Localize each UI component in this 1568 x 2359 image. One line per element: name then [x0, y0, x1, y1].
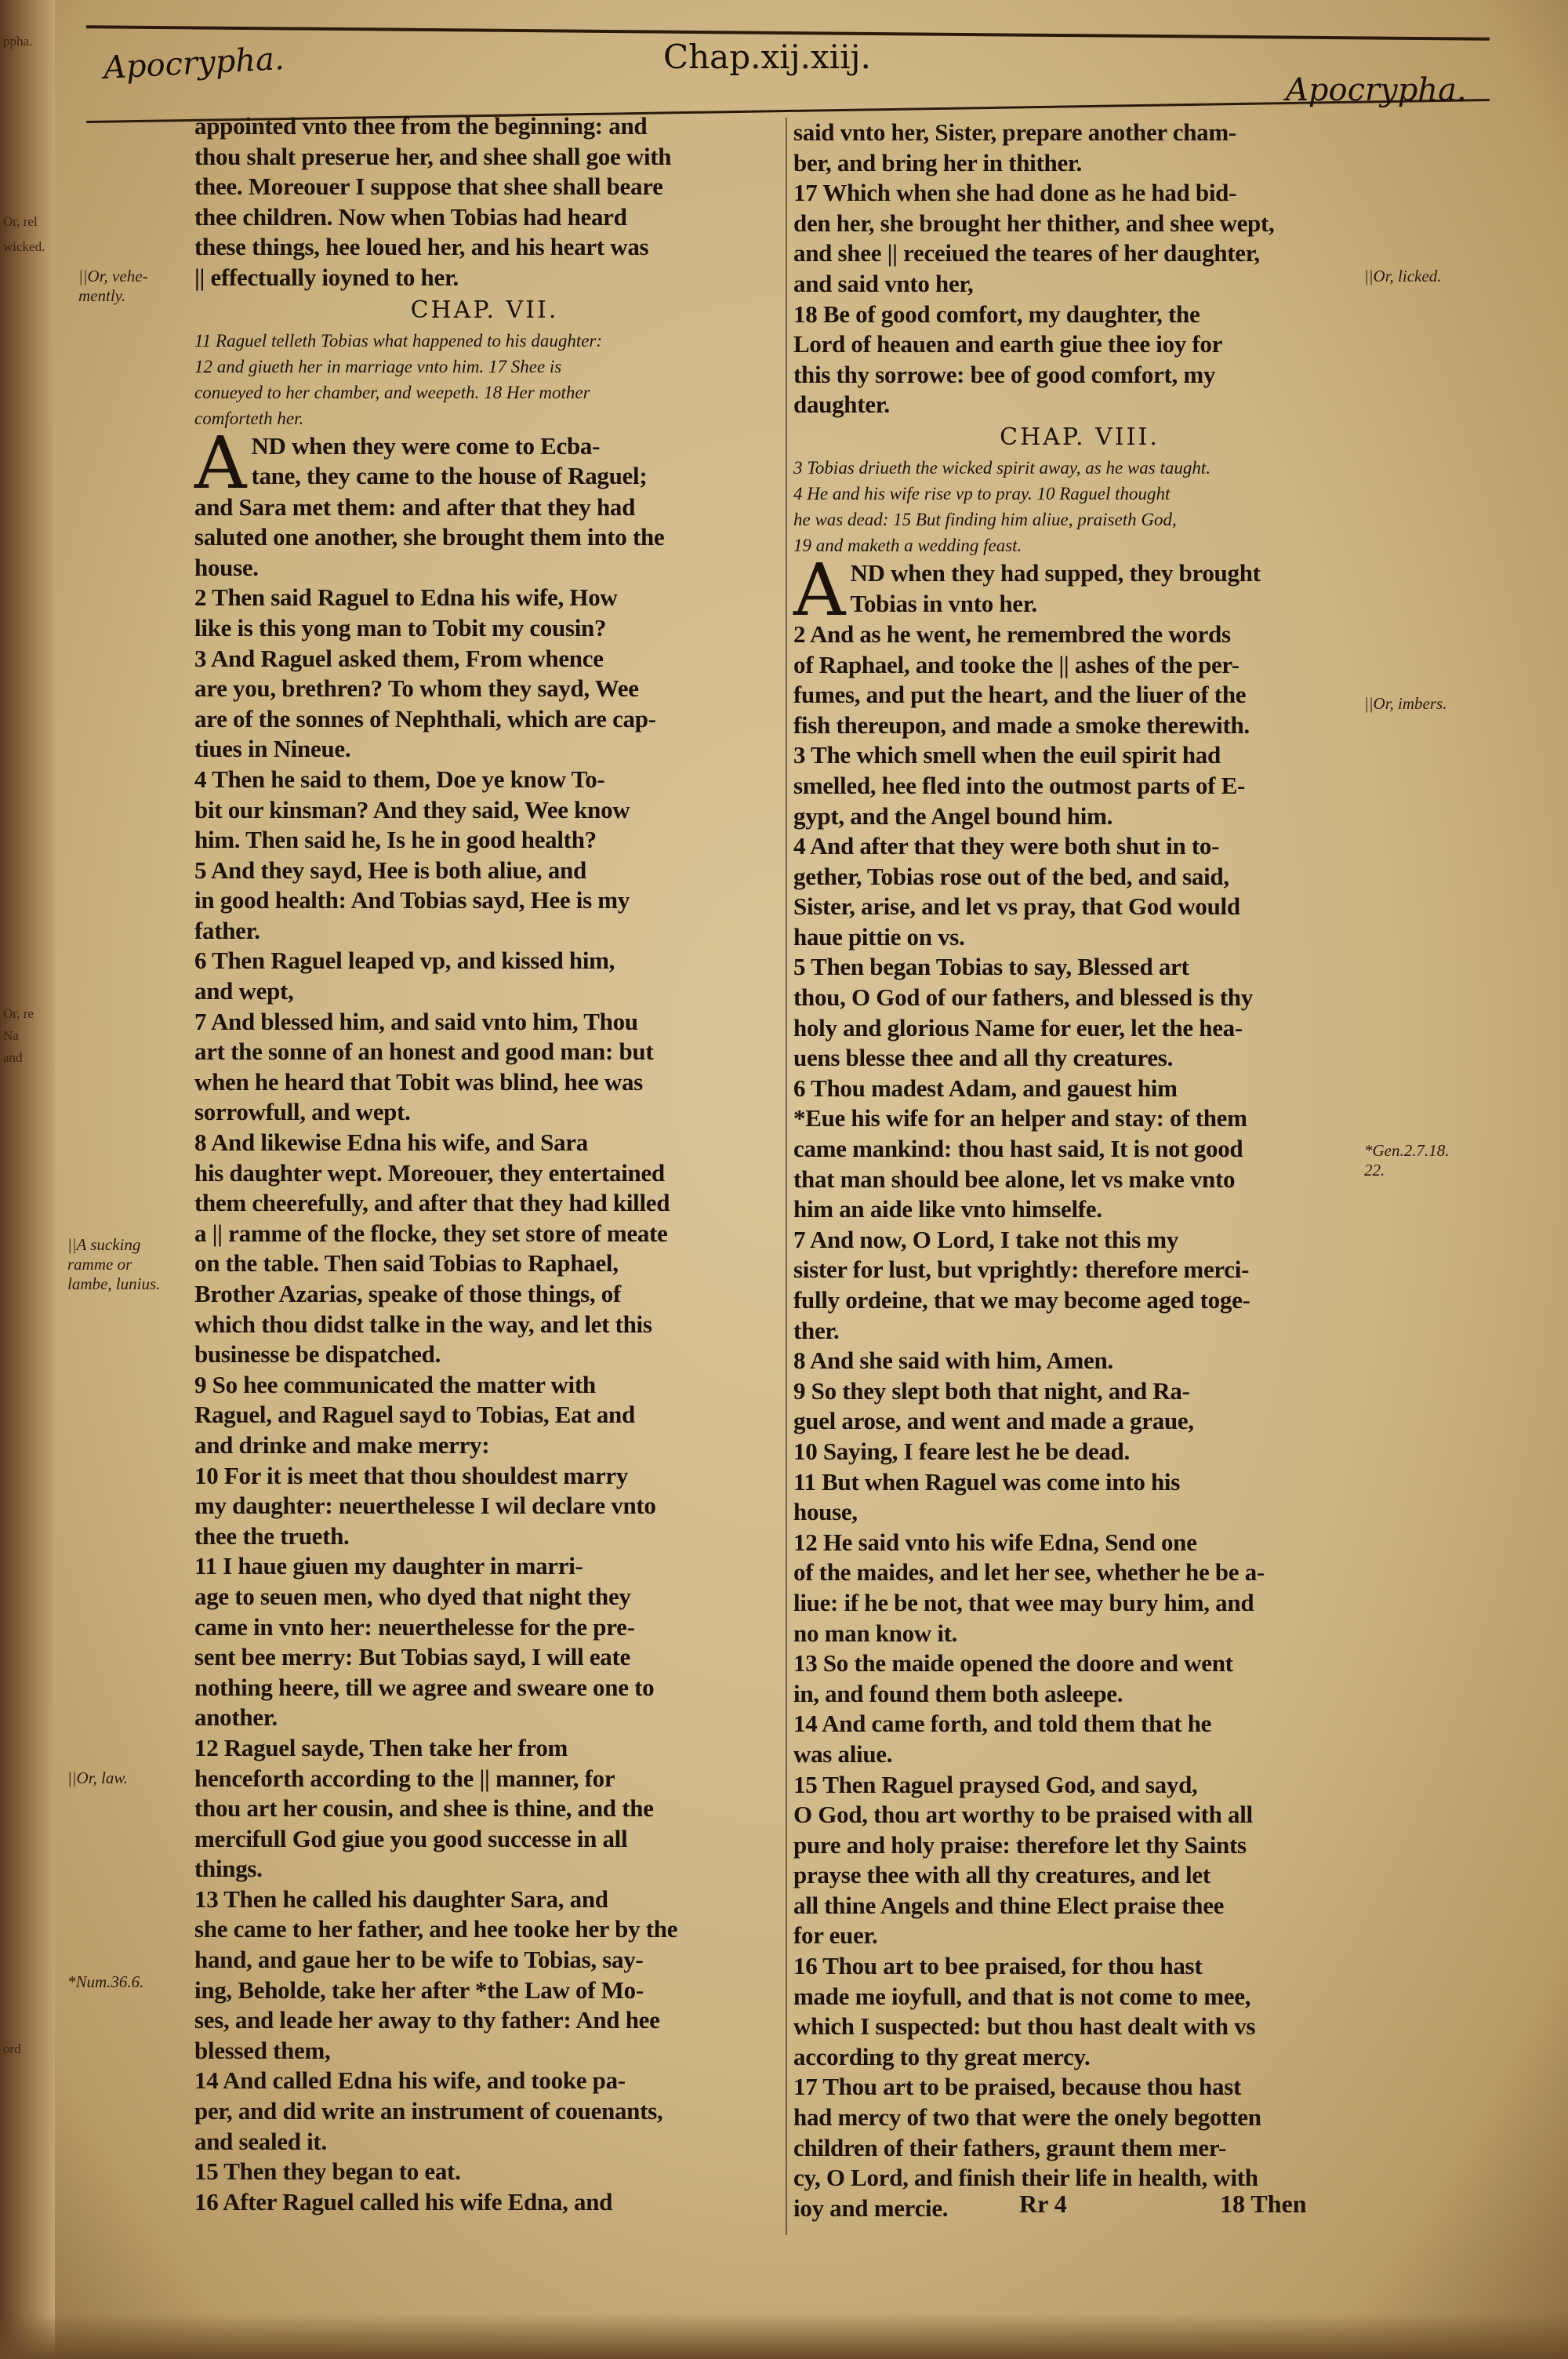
text-line: thou art her cousin, and shee is thine, and the — [194, 1794, 654, 1823]
text-line: according to thy great mercy. — [793, 2042, 1091, 2070]
text-line: on the table. Then said Tobias to Raphael, — [194, 1249, 619, 1278]
text-line: sorrowfull, and wept. — [194, 1098, 411, 1126]
text-line: children of their fathers, graunt them mer- — [793, 2133, 1227, 2161]
argument-line: 11 Raguel telleth Tobias what happened to his daughter: — [194, 330, 603, 351]
text-line: 5 Then began Tobias to say, Blessed art — [793, 953, 1189, 981]
text-line: of the maides, and let her see, whether he be a- — [793, 1558, 1265, 1587]
text-line: 2 And as he went, he remembred the words — [793, 620, 1231, 648]
argument-line: 19 and maketh a wedding feast. — [793, 535, 1022, 555]
margin-note-line: *Num.36.6. — [67, 1972, 144, 1991]
text-line: thee children. Now when Tobias had heard — [194, 202, 627, 231]
text-line: ing, Beholde, take her after *the Law of Mo- — [194, 1976, 644, 2004]
text-line: gypt, and the Angel bound him. — [793, 801, 1113, 830]
margin-note-line: ramme or — [67, 1255, 132, 1274]
text-line: nothing heere, till we agree and sweare one to — [194, 1673, 655, 1701]
text-line: den her, she brought her thither, and shee wept, — [793, 209, 1275, 237]
text-line: and said vnto her, — [793, 269, 974, 297]
left-text-column — [194, 111, 775, 2217]
column-rule — [786, 118, 787, 2235]
text-line: 12 Raguel sayde, Then take her from — [194, 1733, 568, 1761]
text-line: are of the sonnes of Nephthali, which are cap- — [194, 704, 656, 732]
left-column-opening-lines — [194, 111, 775, 293]
text-line: when he heard that Tobit was blind, hee was — [194, 1067, 643, 1096]
margin-note — [1364, 694, 1446, 714]
text-line: sent bee merry: But Tobias sayd, I will eate — [194, 1643, 630, 1671]
text-line: my daughter: neuerthelesse I wil declare vnto — [194, 1492, 656, 1520]
running-head-right: Apocrypha. — [1286, 72, 1467, 108]
text-line: 4 Then he said to them, Doe ye know To- — [194, 765, 605, 793]
right-column-opening-lines — [793, 118, 1366, 420]
text-line: 2 Then said Raguel to Edna his wife, How — [194, 583, 618, 612]
chapter-heading: CHAP. VIII. — [1000, 423, 1160, 451]
text-line: came in vnto her: neuerthelesse for the pre- — [194, 1612, 635, 1641]
text-line: in good health: And Tobias sayd, Hee is my — [194, 886, 630, 914]
margin-note-line: ||Or, law. — [67, 1768, 129, 1787]
text-line: blessed them, — [194, 2036, 331, 2064]
text-line: per, and did write an instrument of couenants, — [194, 2097, 663, 2125]
text-line: 4 And after that they were both shut in to- — [793, 832, 1220, 860]
text-line: thou, O God of our fathers, and blessed is thy — [793, 983, 1253, 1012]
text-line: 3 And Raguel asked them, From whence — [194, 644, 604, 672]
text-line: which thou didst talke in the way, and let this — [194, 1310, 652, 1338]
text-line: fumes, and put the heart, and the liuer of the — [793, 681, 1247, 709]
chapter-heading: CHAP. VII. — [410, 296, 559, 324]
margin-note-line: mently. — [78, 286, 126, 305]
argument-line: 12 and giueth her in marriage vnto him. 17 Shee is — [194, 356, 562, 376]
text-line: ND when they were come to Ecba- — [251, 431, 601, 460]
text-line: Sister, arise, and let vs pray, that God would — [793, 892, 1240, 921]
text-line: a || ramme of the flocke, they set store of meate — [194, 1219, 668, 1247]
text-line: 17 Thou art to be praised, because thou hast — [793, 2073, 1241, 2101]
margin-note — [67, 1768, 128, 1788]
text-line: haue pittie on vs. — [793, 922, 965, 951]
text-line: 5 And they sayd, Hee is both aliue, and — [194, 856, 586, 884]
text-line: bit our kinsman? And they said, Wee know — [194, 795, 630, 823]
previous-page-fragments — [3, 31, 47, 2345]
text-line: fish thereupon, and made a smoke therewith. — [793, 711, 1250, 739]
text-line: him an aide like vnto himselfe. — [793, 1195, 1102, 1223]
text-line: O God, thou art worthy to be praised with all — [793, 1801, 1253, 1829]
text-line: ND when they had supped, they brought — [850, 558, 1261, 587]
text-line: ber, and bring her in thither. — [793, 148, 1082, 176]
text-line: 11 I haue giuen my daughter in marri- — [194, 1552, 583, 1580]
text-line: henceforth according to the || manner, for — [194, 1764, 615, 1792]
text-line: uens blesse thee and all thy creatures. — [793, 1044, 1174, 1072]
text-line: she came to her father, and hee tooke her by the — [194, 1915, 678, 1943]
margin-note — [1364, 267, 1441, 286]
text-line: 15 Then Raguel praysed God, and sayd, — [793, 1770, 1198, 1798]
chapter-opening — [194, 420, 775, 505]
margin-note-line: ||Or, licked. — [1364, 267, 1442, 285]
text-line: gether, Tobias rose out of the bed, and said, — [793, 862, 1229, 890]
drop-cap: A — [194, 420, 247, 505]
text-line: 6 Thou madest Adam, and gauest him — [793, 1074, 1178, 1102]
text-line: Tobias in vnto her. — [850, 589, 1037, 617]
opening-lines — [194, 420, 775, 505]
text-line: his daughter wept. Moreouer, they entertained — [194, 1158, 665, 1187]
text-line: guel arose, and went and made a graue, — [793, 1407, 1194, 1435]
text-line: ther. — [793, 1316, 840, 1344]
argument-line: conueyed to her chamber, and weepeth. 18 Her mother — [194, 382, 590, 402]
text-line: came mankind: thou hast said, It is not good — [793, 1135, 1243, 1163]
text-line: had mercy of two that were the onely begotten — [793, 2103, 1261, 2132]
margin-note-line: ||Or, imbers. — [1364, 694, 1447, 713]
text-line: art the sonne of an honest and good man: but — [194, 1038, 654, 1066]
text-line: 6 Then Raguel leaped vp, and kissed him, — [194, 947, 615, 975]
text-line: 7 And blessed him, and said vnto him, Thou — [194, 1007, 638, 1035]
catchword: 18 Then — [1220, 2190, 1307, 2218]
text-line: said vnto her, Sister, prepare another cham- — [793, 118, 1236, 146]
right-column-body — [793, 620, 1366, 2223]
edge-fragment: wicked. — [3, 239, 45, 254]
text-line: 9 So they slept both that night, and Ra- — [793, 1376, 1190, 1405]
text-line: ioy and mercie. — [793, 2194, 949, 2222]
text-line: 7 And now, O Lord, I take not this my — [793, 1225, 1179, 1253]
drop-cap: A — [793, 547, 846, 632]
text-line: 17 Which when she had done as he had bid- — [793, 179, 1237, 207]
text-line: father. — [194, 916, 260, 944]
text-line: 9 So hee communicated the matter with — [194, 1370, 596, 1398]
text-line: them cheerefully, and after that they had killed — [194, 1189, 670, 1217]
margin-note — [1364, 1141, 1450, 1180]
text-line: smelled, hee fled into the outmost parts of E- — [793, 771, 1246, 799]
text-line: fully ordeine, that we may become aged toge- — [793, 1286, 1250, 1314]
right-text-column — [793, 118, 1366, 2223]
text-line: 8 And likewise Edna his wife, and Sara — [194, 1129, 588, 1157]
text-line: for euer. — [793, 1921, 878, 1950]
text-line: Lord of heauen and earth giue thee ioy for — [793, 330, 1223, 358]
text-line: businesse be dispatched. — [194, 1340, 441, 1369]
text-line: thee the trueth. — [194, 1521, 350, 1550]
argument-line: 4 He and his wife rise vp to pray. 10 Raguel thought — [793, 483, 1171, 503]
margin-note — [67, 1972, 143, 1992]
text-line: age to seuen men, who dyed that night they — [194, 1582, 631, 1610]
text-line: || effectually ioyned to her. — [194, 263, 459, 291]
text-line: pure and holy praise: therefore let thy Saints — [793, 1830, 1247, 1859]
edge-fragment: ppha. — [3, 34, 33, 49]
text-line: in, and found them both asleepe. — [793, 1679, 1123, 1707]
text-line: things. — [194, 1855, 263, 1883]
text-line: no man know it. — [793, 1619, 958, 1647]
text-line: was aliue. — [793, 1739, 893, 1768]
text-line: Brother Azarias, speake of those things, of — [194, 1280, 621, 1307]
text-line: 16 Thou art to bee praised, for thou hast — [793, 1952, 1203, 1980]
text-line: these things, hee loued her, and his heart was — [194, 233, 649, 261]
left-column-body — [194, 493, 775, 2218]
argument-line: 3 Tobias driueth the wicked spirit away, as he was taught. — [793, 457, 1210, 478]
text-line: that man should bee alone, let vs make vnto — [793, 1165, 1236, 1193]
opening-lines — [793, 547, 1366, 632]
text-line: like is this yong man to Tobit my cousin? — [194, 613, 607, 642]
text-line: all thine Angels and thine Elect praise thee — [793, 1891, 1225, 1919]
margin-note — [78, 267, 148, 306]
text-line: of Raphael, and tooke the || ashes of the per- — [793, 650, 1240, 678]
text-line: 14 And called Edna his wife, and tooke pa- — [194, 2066, 626, 2095]
chapter-argument — [194, 328, 775, 431]
text-line: 12 He said vnto his wife Edna, Send one — [793, 1528, 1197, 1556]
text-line: 8 And she said with him, Amen. — [793, 1347, 1113, 1375]
text-line: and Sara met them: and after that they had — [194, 493, 636, 521]
text-line: which I suspected: but thou hast dealt with vs — [793, 2012, 1256, 2041]
text-line: this thy sorrowe: bee of good comfort, my — [793, 360, 1216, 388]
chapter-argument — [793, 455, 1366, 558]
text-line: tane, they came to the house of Raguel; — [251, 462, 648, 490]
margin-note-line: ||Or, vehe- — [78, 267, 148, 285]
text-line: 13 So the maide opened the doore and went — [793, 1649, 1233, 1677]
text-line: house. — [194, 553, 259, 581]
text-line: and sealed it. — [194, 2127, 327, 2155]
text-line: 10 For it is meet that thou shouldest marry — [194, 1461, 629, 1489]
margin-note-line: 22. — [1364, 1161, 1385, 1180]
text-line: tiues in Nineue. — [194, 735, 351, 763]
text-line: mercifull God giue you good successe in all — [194, 1824, 628, 1852]
chapter-opening — [793, 547, 1366, 632]
text-line: another. — [194, 1703, 278, 1732]
text-line: house, — [793, 1498, 858, 1526]
text-line: 3 The which smell when the euil spirit had — [793, 741, 1221, 769]
page-bottom-edge — [0, 2314, 1568, 2359]
edge-fragment: ord — [3, 2041, 21, 2056]
text-line: 18 Be of good comfort, my daughter, the — [793, 300, 1200, 328]
text-line: thee. Moreouer I suppose that shee shall beare — [194, 173, 663, 201]
edge-fragment: Or, rel — [3, 214, 38, 229]
text-line: and wept, — [194, 977, 294, 1005]
text-line: ses, and leade her away to thy father: And hee — [194, 2006, 660, 2034]
signature-mark: Rr 4 — [1019, 2190, 1067, 2218]
text-line: saluted one another, she brought them into the — [194, 523, 665, 551]
text-line: him. Then said he, Is he in good health? — [194, 826, 597, 854]
text-line: and shee || receiued the teares of her daughter, — [793, 239, 1260, 267]
text-line: 10 Saying, I feare lest he be dead. — [793, 1437, 1130, 1465]
margin-note — [67, 1235, 160, 1294]
text-line: 15 Then they began to eat. — [194, 2157, 461, 2186]
text-line: and drinke and make merry: — [194, 1430, 490, 1459]
text-line: 11 But when Raguel was come into his — [793, 1467, 1180, 1496]
edge-fragment: Or, re — [3, 1006, 34, 1021]
argument-line: he was dead: 15 But finding him aliue, praiseth God, — [793, 509, 1177, 529]
text-line: holy and glorious Name for euer, let the hea- — [793, 1013, 1243, 1041]
text-line: daughter. — [793, 391, 890, 419]
running-head-left: Apocrypha. — [102, 40, 285, 87]
text-line: 16 After Raguel called his wife Edna, and — [194, 2187, 613, 2215]
text-line: *Eue his wife for an helper and stay: of them — [793, 1104, 1247, 1132]
margin-note-line: lambe, lunius. — [67, 1274, 161, 1293]
text-line: 13 Then he called his daughter Sara, and — [194, 1885, 608, 1913]
text-line: Raguel, and Raguel sayd to Tobias, Eat and — [194, 1401, 635, 1429]
edge-fragment: and — [3, 1050, 23, 1065]
text-line: thou shalt preserue her, and shee shall goe with — [194, 142, 672, 170]
text-line: liue: if he be not, that wee may bury him, and — [793, 1588, 1254, 1616]
margin-note-line: ||A sucking — [67, 1235, 141, 1254]
argument-line: comforteth her. — [194, 408, 304, 428]
running-head-center: Chap.xij.xiij. — [663, 38, 871, 76]
text-line: sister for lust, but vprightly: therefore merci- — [793, 1256, 1250, 1284]
text-line: appointed vnto thee from the beginning: and — [194, 112, 648, 140]
text-line: are you, brethren? To whom they sayd, Wee — [194, 674, 639, 703]
edge-fragment: Na — [3, 1028, 19, 1043]
text-line: made me ioyfull, and that is not come to mee, — [793, 1982, 1251, 2010]
text-line: prayse thee with all thy creatures, and let — [793, 1861, 1210, 1889]
text-line: 14 And came forth, and told them that he — [793, 1710, 1212, 1738]
text-line: hand, and gaue her to be wife to Tobias, say- — [194, 1946, 644, 1974]
margin-note-line: *Gen.2.7.18. — [1364, 1141, 1450, 1160]
text-line: cy, O Lord, and finish their life in health, with — [793, 2164, 1258, 2192]
